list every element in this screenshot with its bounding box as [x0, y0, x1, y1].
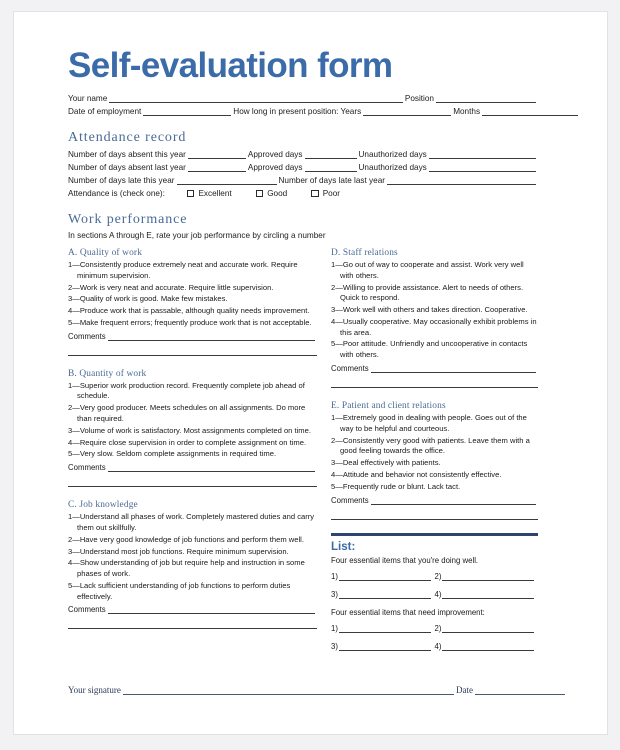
your-name-input[interactable] — [109, 93, 403, 103]
section-a-comments-label: Comments — [68, 331, 106, 341]
list-improve-item-1-number: 1) — [331, 623, 338, 633]
list-good-item-4[interactable] — [435, 590, 539, 599]
years-input[interactable] — [363, 106, 451, 116]
section-c-comments-input[interactable] — [108, 604, 315, 614]
list-good-item-3-number: 3) — [331, 589, 338, 599]
section-d-item-1: 1—Go out of way to cooperate and assist. Work very well with others. — [331, 260, 524, 280]
section-c-comments-row — [68, 604, 317, 614]
section-e-comments-input-line2[interactable] — [331, 510, 538, 520]
list-good-item-1-number: 1) — [331, 571, 338, 581]
list-improve-item-1-input[interactable] — [339, 624, 431, 633]
section-c-job-knowledge — [68, 500, 317, 629]
section-d-item-4: 4—Usually cooperative. May occasionally exhibit problems in this area. — [331, 316, 537, 337]
list-improve-item-4-input[interactable] — [442, 642, 534, 651]
column-gutter — [317, 248, 331, 660]
section-b-item-2: 2—Very good producer. Meets schedules on all assignments. Do more than required. — [68, 403, 306, 424]
approved-days-this-year-input[interactable] — [305, 149, 357, 159]
list-improve-row-2 — [331, 642, 538, 651]
attendance-checkbox-row — [68, 189, 538, 198]
days-late-this-year-input[interactable] — [177, 175, 277, 185]
section-d-item-2: 2—Willing to provide assistance. Alert to needs of others. Quick to respond. — [331, 282, 524, 303]
section-c-comments-input-line2[interactable] — [68, 619, 317, 629]
section-e-heading: E. Patient and client relations — [331, 401, 446, 412]
section-e-item-4: 4—Attitude and behavior not consistently effective. — [331, 469, 502, 479]
days-absent-this-year-input[interactable] — [188, 149, 246, 159]
your-name-label: Your name — [68, 94, 108, 103]
section-e-comments-input[interactable] — [371, 495, 536, 505]
section-b-comments-label: Comments — [68, 463, 106, 473]
section-a-item-4: 4—Produce work that is passable, although quality needs improvement. — [68, 306, 310, 316]
section-b-item-5: 5—Very slow. Seldom complete assignments in required time. — [68, 449, 277, 459]
section-a-item-3: 3—Quality of work is good. Make few mistakes. — [68, 294, 228, 304]
checkbox-good[interactable] — [256, 189, 288, 198]
section-a-item-1: 1—Consistently produce extremely neat and accurate work. Require minimum supervision. — [68, 260, 298, 280]
unauthorized-days-this-year-label: Unauthorized days — [358, 150, 427, 159]
form-content — [68, 48, 538, 660]
list-improve-item-2[interactable] — [435, 624, 539, 633]
section-e-item-5: 5—Frequently rude or blunt. Lack tact. — [331, 481, 461, 491]
list-improve-item-3-number: 3) — [331, 641, 338, 651]
section-c-item-1: 1—Understand all phases of work. Completely mastered duties and carry them out skillfully. — [68, 512, 315, 532]
checkbox-icon — [256, 190, 264, 198]
section-b-item-1: 1—Superior work production record. Frequently complete job ahead of schedule. — [68, 380, 305, 401]
list-good-row-2 — [331, 590, 538, 599]
section-d-comments-input[interactable] — [371, 363, 536, 373]
approved-days-this-year-label: Approved days — [247, 150, 303, 159]
section-a-comments-input-line2[interactable] — [68, 346, 317, 356]
attendance-row-last-year — [68, 162, 538, 172]
section-b-quantity-of-work — [68, 369, 317, 487]
section-b-comments-input-line2[interactable] — [68, 477, 317, 487]
list-good-item-2-number: 2) — [434, 571, 442, 581]
months-label: Months — [453, 107, 481, 116]
section-e-comments-row — [331, 495, 538, 505]
list-good-item-1[interactable] — [331, 572, 435, 581]
list-improve-item-1[interactable] — [331, 624, 435, 633]
list-good-item-3-input[interactable] — [339, 590, 431, 599]
section-d-item-3: 3—Work well with others and takes direction. Cooperative. — [331, 305, 528, 315]
unauthorized-days-last-year-label: Unauthorized days — [358, 163, 427, 172]
performance-columns — [68, 248, 538, 660]
list-good-item-1-input[interactable] — [339, 572, 431, 581]
date-of-employment-input[interactable] — [143, 106, 231, 116]
unauthorized-days-this-year-input[interactable] — [429, 149, 536, 159]
days-late-last-year-input[interactable] — [387, 175, 536, 185]
list-improve-item-2-input[interactable] — [442, 624, 534, 633]
position-input[interactable] — [436, 93, 536, 103]
identity-row-name — [68, 93, 538, 103]
attendance-record-heading: Attendance record — [68, 130, 187, 145]
date-label: Date — [456, 685, 473, 695]
section-c-item-3: 3—Understand most job functions. Require minimum supervision. — [68, 546, 289, 556]
attendance-row-this-year — [68, 149, 538, 159]
form-page — [13, 11, 608, 735]
checkbox-excellent[interactable] — [187, 189, 232, 198]
section-a-quality-of-work — [68, 248, 317, 356]
checkbox-icon — [187, 190, 195, 198]
position-label: Position — [404, 94, 434, 103]
list-divider-bar — [331, 533, 538, 536]
checkbox-good-label: Good — [267, 189, 288, 198]
list-heading: List: — [331, 540, 356, 553]
section-a-item-5: 5—Make frequent errors; frequently produce work that is not acceptable. — [68, 317, 312, 327]
section-d-item-5: 5—Poor attitude. Unfriendly and uncooperative in contacts with others. — [331, 339, 528, 360]
list-good-item-2[interactable] — [435, 572, 539, 581]
checkbox-icon — [311, 190, 319, 198]
section-b-item-4: 4—Require close supervision in order to complete assignment on time. — [68, 437, 307, 447]
section-e-item-3: 3—Deal effectively with patients. — [331, 458, 441, 468]
section-d-comments-input-line2[interactable] — [331, 378, 538, 388]
section-a-comments-input[interactable] — [108, 331, 315, 341]
date-of-employment-label: Date of employment — [68, 107, 142, 116]
performance-column-right — [331, 248, 538, 660]
list-good-row-1 — [331, 572, 538, 581]
unauthorized-days-last-year-input[interactable] — [429, 162, 536, 172]
section-d-heading: D. Staff relations — [331, 248, 398, 258]
list-good-item-4-input[interactable] — [442, 590, 534, 599]
page-title: Self-evaluation form — [68, 46, 393, 85]
work-performance-heading: Work performance — [68, 212, 188, 227]
work-performance-instruction: In sections A through E, rate your job performance by circling a number — [68, 231, 326, 240]
section-c-heading: C. Job knowledge — [68, 500, 138, 511]
section-b-comments-input[interactable] — [108, 462, 315, 472]
section-a-item-2: 2—Work is very neat and accurate. Require little supervision. — [68, 282, 274, 292]
section-e-patient-client-relations — [331, 401, 538, 519]
date-input[interactable] — [475, 684, 565, 695]
list-caption-improvement: Four essential items that need improvement: — [331, 607, 485, 617]
section-e-comments-label: Comments — [331, 495, 369, 505]
list-improve-item-2-number: 2) — [434, 623, 442, 633]
checkbox-excellent-label: Excellent — [198, 189, 232, 198]
months-input[interactable] — [482, 106, 578, 116]
section-c-item-5: 5—Lack sufficient understanding of job functions to perform duties effectively. — [68, 580, 291, 601]
checkbox-poor[interactable] — [311, 189, 340, 198]
section-d-comments-row — [331, 363, 538, 373]
attendance-row-late — [68, 175, 538, 185]
list-good-item-3[interactable] — [331, 590, 435, 599]
identity-row-employment — [68, 106, 538, 116]
list-improve-item-3[interactable] — [331, 642, 435, 651]
list-panel — [331, 533, 538, 651]
days-absent-this-year-label: Number of days absent this year — [68, 150, 186, 159]
section-b-item-3: 3—Volume of work is satisfactory. Most assignments completed on time. — [68, 425, 311, 435]
signature-input[interactable] — [123, 684, 454, 695]
approved-days-last-year-label: Approved days — [247, 163, 303, 172]
list-improve-item-3-input[interactable] — [339, 642, 431, 651]
list-good-item-2-input[interactable] — [442, 572, 534, 581]
section-a-heading: A. Quality of work — [68, 248, 143, 258]
section-c-item-4: 4—Show understanding of job but require help and instruction in some phases of work. — [68, 558, 305, 579]
checkbox-poor-label: Poor — [322, 189, 341, 198]
signature-label: Your signature — [68, 685, 121, 695]
days-late-this-year-label: Number of days late this year — [68, 176, 175, 185]
list-improve-item-4[interactable] — [435, 642, 539, 651]
section-a-comments-row — [68, 331, 317, 341]
performance-column-left — [68, 248, 317, 660]
section-d-comments-label: Comments — [331, 364, 369, 374]
days-late-last-year-label: Number of days late last year — [278, 176, 385, 185]
approved-days-last-year-input[interactable] — [305, 162, 357, 172]
section-d-staff-relations — [331, 248, 538, 388]
section-e-item-1: 1—Extremely good in dealing with people. Goes out of the way to be helpful and courteous. — [331, 413, 527, 433]
list-caption-doing-well: Four essential items that you're doing well. — [331, 555, 479, 565]
section-b-comments-row — [68, 462, 317, 472]
section-c-comments-label: Comments — [68, 605, 106, 615]
list-improve-row-1 — [331, 624, 538, 633]
section-c-item-2: 2—Have very good knowledge of job functions and perform them well. — [68, 534, 304, 544]
list-improve-item-4-number: 4) — [434, 641, 442, 651]
days-absent-last-year-input[interactable] — [188, 162, 246, 172]
section-b-heading: B. Quantity of work — [68, 368, 147, 379]
attendance-check-label: Attendance is (check one): — [68, 189, 165, 198]
signature-row — [68, 684, 567, 695]
section-e-item-2: 2—Consistently very good with patients. Leave them with a good feeling towards the office. — [331, 435, 530, 456]
days-absent-last-year-label: Number of days absent last year — [68, 163, 186, 172]
list-good-item-4-number: 4) — [434, 589, 442, 599]
how-long-label: How long in present position: Years — [233, 107, 362, 116]
